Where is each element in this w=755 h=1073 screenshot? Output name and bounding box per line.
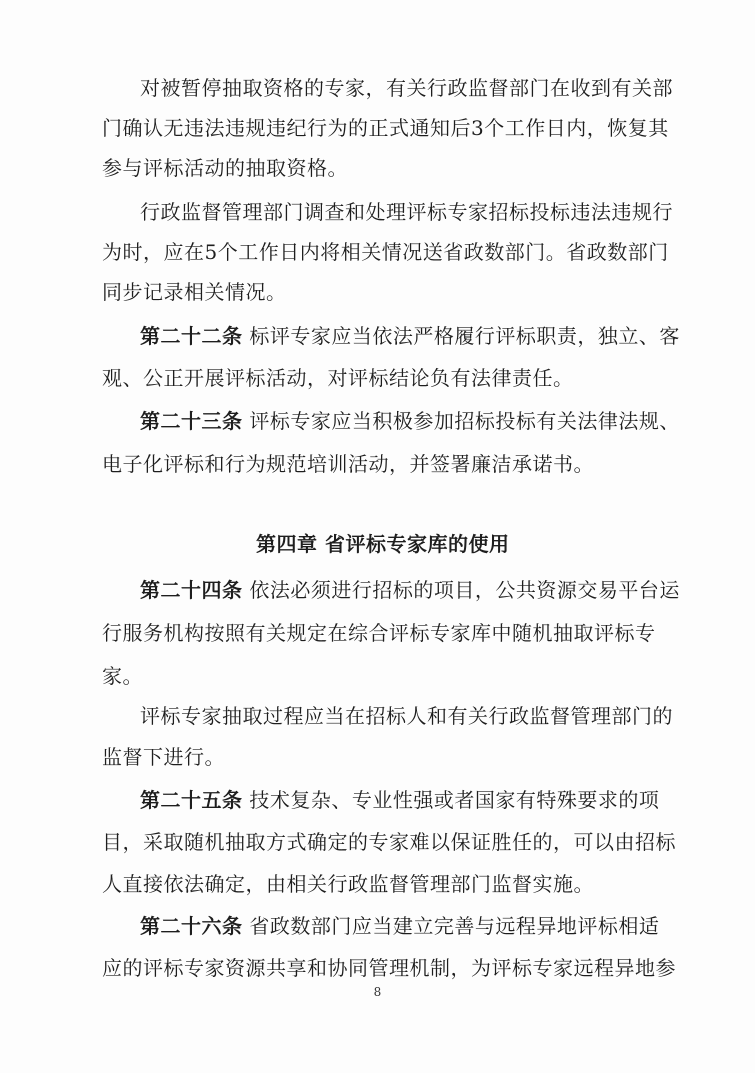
article-24-heading: 第二十四条 (140, 578, 243, 602)
article-22-text-1: 标评专家应当依法严格履行评标职责，独立、客 (249, 324, 680, 348)
page-number: 8 (373, 985, 382, 999)
article-25-line-2: 目，采取随机抽取方式确定的专家难以保证胜任的，可以由招标 (102, 830, 676, 854)
selection-paragraph-line-2: 监督下进行。 (102, 745, 225, 769)
article-23-text-1: 评标专家应当积极参加招标投标有关法律法规、 (249, 409, 680, 433)
article-26-line-2: 应的评标专家资源共享和协同管理机制，为评标专家远程异地参 (102, 956, 676, 980)
paragraph-2-line-2: 为时，应在5个工作日内将相关情况送省政数部门。省政数部门 (102, 240, 669, 264)
article-24-text-1: 依法必须进行招标的项目，公共资源交易平台运 (249, 578, 680, 602)
paragraph-1-line-1: 对被暂停抽取资格的专家，有关行政监督部门在收到有关部 (140, 76, 673, 100)
paragraph-2-line-1: 行政监督管理部门调查和处理评标专家招标投标违法违规行 (140, 200, 673, 224)
paragraph-1-line-3: 参与评标活动的抽取资格。 (102, 156, 348, 180)
article-26-text-1: 省政数部门应当建立完善与远程异地评标相适 (249, 914, 660, 938)
article-23-heading: 第二十三条 (140, 409, 243, 433)
article-25-heading: 第二十五条 (140, 788, 243, 812)
article-22-line-2: 观、公正开展评标活动，对评标结论负有法律责任。 (102, 366, 574, 390)
article-26-line-1 (140, 914, 659, 938)
article-25-line-1 (140, 788, 659, 812)
article-22-heading: 第二十二条 (140, 324, 243, 348)
paragraph-2-line-3: 同步记录相关情况。 (102, 280, 287, 304)
article-26-heading: 第二十六条 (140, 914, 243, 938)
article-24-line-1 (140, 578, 680, 602)
article-23-line-1 (140, 409, 680, 433)
article-23-line-2: 电子化评标和行为规范培训活动，并签署廉洁承诺书。 (102, 452, 594, 476)
article-24-line-2: 行服务机构按照有关规定在综合评标专家库中随机抽取评标专 (102, 621, 656, 645)
article-22-line-1 (140, 324, 680, 348)
selection-paragraph-line-1: 评标专家抽取过程应当在招标人和有关行政监督管理部门的 (140, 704, 673, 728)
chapter-title: 第四章 省评标专家库的使用 (256, 532, 510, 556)
article-25-text-1: 技术复杂、专业性强或者国家有特殊要求的项 (249, 788, 660, 812)
article-25-line-3: 人直接依法确定，由相关行政监督管理部门监督实施。 (102, 872, 594, 896)
article-24-line-3: 家。 (102, 664, 143, 688)
paragraph-1-line-2: 门确认无违法违规违纪行为的正式通知后3个工作日内，恢复其 (102, 116, 669, 140)
